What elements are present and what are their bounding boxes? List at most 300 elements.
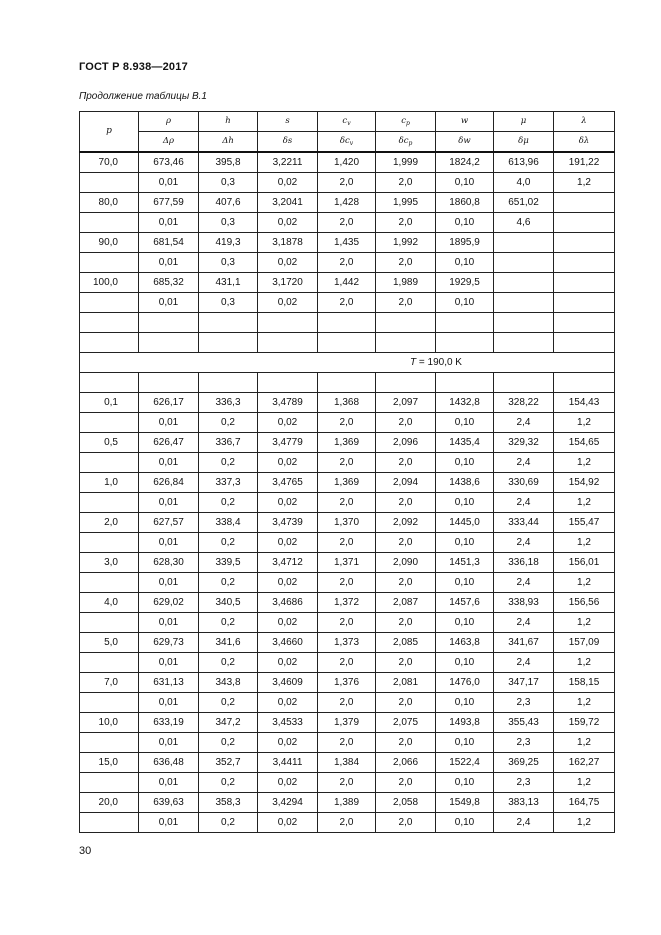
value-cell: 1,368 (318, 393, 376, 413)
pressure-cell: 1,0 (80, 473, 139, 493)
value-cell: 2,096 (376, 433, 436, 453)
empty-row (80, 313, 615, 333)
empty-cell (494, 313, 554, 333)
value-cell: 355,43 (494, 713, 554, 733)
value-cell: 358,3 (199, 793, 258, 813)
uncertainty-cell: 2,0 (318, 813, 376, 833)
uncertainty-cell: 0,02 (258, 773, 318, 793)
value-cell: 1,372 (318, 593, 376, 613)
empty-cell (139, 313, 199, 333)
uncertainty-cell: 0,3 (199, 293, 258, 313)
value-cell: 2,066 (376, 753, 436, 773)
value-cell: 3,4533 (258, 713, 318, 733)
value-cell: 1,428 (318, 193, 376, 213)
value-cell: 1,371 (318, 553, 376, 573)
pressure-cell (80, 453, 139, 473)
uncertainty-row (80, 493, 615, 513)
empty-cell (494, 373, 554, 393)
uncertainty-cell: 0,10 (436, 773, 494, 793)
value-cell: 2,081 (376, 673, 436, 693)
header-uncertainty (376, 132, 436, 153)
uncertainty-cell: 4,6 (494, 213, 554, 233)
uncertainty-cell: 0,01 (139, 573, 199, 593)
header-uncertainty-symbol: Δh (222, 136, 234, 147)
uncertainty-cell: 0,2 (199, 573, 258, 593)
temperature-symbol: T (410, 356, 417, 368)
pressure-cell: 90,0 (80, 233, 139, 253)
uncertainty-cell: 0,02 (258, 653, 318, 673)
value-cell: 3,4686 (258, 593, 318, 613)
uncertainty-cell: 1,2 (554, 413, 615, 433)
uncertainty-row (80, 813, 615, 833)
document-title: ГОСТ Р 8.938—2017 (79, 61, 188, 73)
pressure-cell: 7,0 (80, 673, 139, 693)
uncertainty-cell: 0,02 (258, 533, 318, 553)
uncertainty-cell: 2,0 (376, 213, 436, 233)
value-cell: 1463,8 (436, 633, 494, 653)
value-cell (494, 233, 554, 253)
value-cell (554, 193, 615, 213)
value-cell: 3,2211 (258, 152, 318, 173)
value-cell: 156,56 (554, 593, 615, 613)
value-cell: 156,01 (554, 553, 615, 573)
table-caption: Продолжение таблицы В.1 (79, 91, 207, 102)
table-row (80, 433, 615, 453)
pressure-cell (80, 293, 139, 313)
value-cell: 1435,4 (436, 433, 494, 453)
value-cell: 347,2 (199, 713, 258, 733)
uncertainty-cell: 2,0 (318, 613, 376, 633)
value-cell: 338,93 (494, 593, 554, 613)
pressure-cell (80, 613, 139, 633)
value-cell: 1445,0 (436, 513, 494, 533)
value-cell: 3,1720 (258, 273, 318, 293)
uncertainty-cell: 1,2 (554, 573, 615, 593)
header-symbol (554, 112, 615, 132)
value-cell: 3,4609 (258, 673, 318, 693)
pressure-cell: 15,0 (80, 753, 139, 773)
uncertainty-cell: 2,4 (494, 653, 554, 673)
value-cell: 419,3 (199, 233, 258, 253)
empty-row (80, 333, 615, 353)
uncertainty-cell: 0,02 (258, 813, 318, 833)
uncertainty-cell: 0,3 (199, 173, 258, 193)
uncertainty-cell (554, 213, 615, 233)
table-row (80, 633, 615, 653)
uncertainty-cell: 2,0 (318, 493, 376, 513)
uncertainty-row (80, 293, 615, 313)
empty-cell (376, 333, 436, 353)
uncertainty-cell: 0,2 (199, 493, 258, 513)
header-symbol-symbol: s (285, 116, 290, 127)
value-cell: 2,097 (376, 393, 436, 413)
uncertainty-cell: 2,3 (494, 733, 554, 753)
uncertainty-cell: 0,01 (139, 213, 199, 233)
value-cell: 330,69 (494, 473, 554, 493)
empty-cell (258, 373, 318, 393)
uncertainty-cell: 0,10 (436, 413, 494, 433)
value-cell: 3,1878 (258, 233, 318, 253)
pressure-cell (80, 653, 139, 673)
header-symbol (139, 112, 199, 132)
table-row (80, 152, 615, 173)
uncertainty-cell: 0,2 (199, 453, 258, 473)
empty-cell (436, 313, 494, 333)
data-table (79, 111, 615, 833)
table-row (80, 473, 615, 493)
pressure-cell: 70,0 (80, 152, 139, 173)
pressure-cell: 5,0 (80, 633, 139, 653)
uncertainty-cell: 1,2 (554, 173, 615, 193)
uncertainty-cell: 0,10 (436, 253, 494, 273)
uncertainty-cell: 0,02 (258, 613, 318, 633)
header-symbol (436, 112, 494, 132)
header-uncertainty (139, 132, 199, 153)
table-row (80, 393, 615, 413)
header-symbol-symbol: ρ (166, 116, 171, 127)
uncertainty-cell: 2,0 (376, 773, 436, 793)
empty-cell (199, 333, 258, 353)
uncertainty-cell: 2,0 (318, 693, 376, 713)
table-row (80, 513, 615, 533)
uncertainty-cell: 0,10 (436, 293, 494, 313)
uncertainty-row (80, 453, 615, 473)
value-cell: 1,435 (318, 233, 376, 253)
empty-cell (80, 373, 139, 393)
value-cell: 3,4411 (258, 753, 318, 773)
empty-cell (554, 313, 615, 333)
value-cell: 162,27 (554, 753, 615, 773)
uncertainty-cell: 2,0 (376, 613, 436, 633)
uncertainty-cell: 0,2 (199, 773, 258, 793)
value-cell: 154,65 (554, 433, 615, 453)
uncertainty-cell: 0,10 (436, 493, 494, 513)
uncertainty-cell: 0,10 (436, 213, 494, 233)
pressure-cell: 10,0 (80, 713, 139, 733)
value-cell: 639,63 (139, 793, 199, 813)
value-cell: 159,72 (554, 713, 615, 733)
uncertainty-cell: 2,0 (376, 293, 436, 313)
header-symbol-symbol: c (342, 115, 348, 126)
uncertainty-cell: 0,01 (139, 613, 199, 633)
value-cell: 1457,6 (436, 593, 494, 613)
uncertainty-row (80, 413, 615, 433)
value-cell: 1,989 (376, 273, 436, 293)
table-row (80, 273, 615, 293)
value-cell: 341,67 (494, 633, 554, 653)
pressure-cell (80, 493, 139, 513)
pressure-cell: 0,1 (80, 393, 139, 413)
value-cell: 1438,6 (436, 473, 494, 493)
value-cell: 1432,8 (436, 393, 494, 413)
value-cell: 338,4 (199, 513, 258, 533)
value-cell: 158,15 (554, 673, 615, 693)
value-cell: 347,17 (494, 673, 554, 693)
empty-cell (80, 333, 139, 353)
uncertainty-cell: 0,3 (199, 213, 258, 233)
empty-cell (199, 373, 258, 393)
value-cell: 155,47 (554, 513, 615, 533)
header-symbol-subscript: v (347, 119, 351, 127)
header-symbol (258, 112, 318, 132)
value-cell: 164,75 (554, 793, 615, 813)
value-cell: 1,389 (318, 793, 376, 813)
uncertainty-cell: 0,02 (258, 213, 318, 233)
uncertainty-cell: 0,01 (139, 293, 199, 313)
uncertainty-cell: 2,0 (376, 573, 436, 593)
value-cell: 1,442 (318, 273, 376, 293)
value-cell: 651,02 (494, 193, 554, 213)
uncertainty-cell: 0,01 (139, 493, 199, 513)
pressure-cell (80, 813, 139, 833)
uncertainty-cell: 2,0 (318, 573, 376, 593)
header-uncertainty-symbol: δw (458, 136, 471, 147)
uncertainty-cell: 1,2 (554, 493, 615, 513)
uncertainty-cell: 0,02 (258, 693, 318, 713)
value-cell: 1860,8 (436, 193, 494, 213)
uncertainty-cell: 2,4 (494, 613, 554, 633)
value-cell: 340,5 (199, 593, 258, 613)
pressure-cell (80, 253, 139, 273)
uncertainty-cell: 2,0 (318, 533, 376, 553)
header-uncertainty (258, 132, 318, 153)
value-cell: 343,8 (199, 673, 258, 693)
value-cell (554, 233, 615, 253)
uncertainty-cell: 1,2 (554, 613, 615, 633)
value-cell: 1824,2 (436, 152, 494, 173)
header-symbol-subscript: p (405, 119, 410, 127)
value-cell: 1493,8 (436, 713, 494, 733)
uncertainty-row (80, 213, 615, 233)
header-symbol-symbol: w (460, 116, 469, 127)
empty-cell (318, 313, 376, 333)
uncertainty-cell: 2,0 (376, 453, 436, 473)
uncertainty-cell: 1,2 (554, 733, 615, 753)
uncertainty-cell: 2,0 (318, 213, 376, 233)
header-uncertainty (494, 132, 554, 153)
empty-cell (494, 333, 554, 353)
value-cell: 3,4739 (258, 513, 318, 533)
table-row (80, 713, 615, 733)
value-cell: 628,30 (139, 553, 199, 573)
value-cell: 407,6 (199, 193, 258, 213)
uncertainty-cell: 0,02 (258, 453, 318, 473)
uncertainty-cell: 0,10 (436, 173, 494, 193)
uncertainty-cell: 0,2 (199, 613, 258, 633)
uncertainty-cell: 2,3 (494, 773, 554, 793)
empty-cell (258, 333, 318, 353)
uncertainty-row (80, 173, 615, 193)
uncertainty-cell (554, 293, 615, 313)
uncertainty-cell: 1,2 (554, 773, 615, 793)
pressure-cell (80, 573, 139, 593)
empty-cell (139, 373, 199, 393)
value-cell: 339,5 (199, 553, 258, 573)
pressure-cell (80, 533, 139, 553)
page-number: 30 (79, 845, 92, 857)
uncertainty-cell: 1,2 (554, 653, 615, 673)
value-cell: 2,092 (376, 513, 436, 533)
uncertainty-cell: 2,0 (318, 453, 376, 473)
pressure-cell: 80,0 (80, 193, 139, 213)
uncertainty-cell: 2,0 (376, 653, 436, 673)
uncertainty-row (80, 613, 615, 633)
value-cell: 1476,0 (436, 673, 494, 693)
value-cell: 677,59 (139, 193, 199, 213)
pressure-cell: 4,0 (80, 593, 139, 613)
value-cell: 636,48 (139, 753, 199, 773)
value-cell: 3,4779 (258, 433, 318, 453)
header-uncertainty (318, 132, 376, 153)
uncertainty-cell: 2,0 (376, 413, 436, 433)
uncertainty-cell: 2,0 (376, 733, 436, 753)
uncertainty-cell: 1,2 (554, 693, 615, 713)
table-row (80, 233, 615, 253)
value-cell: 2,090 (376, 553, 436, 573)
header-uncertainty-symbol: δc (339, 135, 350, 146)
uncertainty-cell: 2,0 (318, 253, 376, 273)
value-cell: 3,4765 (258, 473, 318, 493)
value-cell: 685,32 (139, 273, 199, 293)
uncertainty-cell: 0,10 (436, 613, 494, 633)
pressure-cell: 100,0 (80, 273, 139, 293)
header-uncertainty-row (80, 132, 615, 153)
value-cell (494, 273, 554, 293)
value-cell: 1,384 (318, 753, 376, 773)
pressure-cell (80, 693, 139, 713)
value-cell: 2,075 (376, 713, 436, 733)
value-cell: 1522,4 (436, 753, 494, 773)
value-cell: 681,54 (139, 233, 199, 253)
uncertainty-cell: 0,02 (258, 413, 318, 433)
uncertainty-row (80, 653, 615, 673)
value-cell: 1929,5 (436, 273, 494, 293)
uncertainty-cell: 0,10 (436, 813, 494, 833)
header-symbol-symbol: μ (520, 116, 527, 127)
uncertainty-cell: 0,01 (139, 813, 199, 833)
value-cell: 1895,9 (436, 233, 494, 253)
empty-cell (258, 313, 318, 333)
value-cell: 369,25 (494, 753, 554, 773)
empty-cell (376, 373, 436, 393)
uncertainty-cell: 0,01 (139, 253, 199, 273)
value-cell: 337,3 (199, 473, 258, 493)
value-cell: 2,058 (376, 793, 436, 813)
value-cell: 627,57 (139, 513, 199, 533)
value-cell: 2,094 (376, 473, 436, 493)
pressure-cell: 20,0 (80, 793, 139, 813)
uncertainty-cell: 0,01 (139, 653, 199, 673)
uncertainty-cell: 2,0 (318, 173, 376, 193)
uncertainty-cell: 2,0 (318, 653, 376, 673)
uncertainty-cell: 2,0 (318, 293, 376, 313)
header-uncertainty (199, 132, 258, 153)
uncertainty-cell: 1,2 (554, 813, 615, 833)
header-symbol (376, 112, 436, 132)
uncertainty-cell (494, 253, 554, 273)
value-cell: 154,43 (554, 393, 615, 413)
uncertainty-row (80, 573, 615, 593)
uncertainty-cell: 0,10 (436, 653, 494, 673)
header-uncertainty-subscript: p (408, 139, 413, 147)
value-cell: 328,22 (494, 393, 554, 413)
value-cell: 629,73 (139, 633, 199, 653)
uncertainty-cell: 0,02 (258, 253, 318, 273)
uncertainty-cell: 2,0 (376, 533, 436, 553)
uncertainty-cell: 0,01 (139, 533, 199, 553)
value-cell: 431,1 (199, 273, 258, 293)
uncertainty-cell: 0,2 (199, 413, 258, 433)
value-cell: 633,19 (139, 713, 199, 733)
pressure-cell (80, 773, 139, 793)
section-title (80, 353, 615, 373)
uncertainty-cell: 0,10 (436, 453, 494, 473)
value-cell: 626,84 (139, 473, 199, 493)
uncertainty-cell: 0,02 (258, 293, 318, 313)
uncertainty-cell: 2,0 (318, 773, 376, 793)
empty-cell (436, 333, 494, 353)
uncertainty-cell: 0,10 (436, 693, 494, 713)
value-cell: 383,13 (494, 793, 554, 813)
value-cell: 626,17 (139, 393, 199, 413)
pressure-cell (80, 413, 139, 433)
value-cell: 1549,8 (436, 793, 494, 813)
header-p: p (80, 112, 139, 153)
value-cell: 341,6 (199, 633, 258, 653)
uncertainty-cell: 2,0 (376, 173, 436, 193)
value-cell: 626,47 (139, 433, 199, 453)
uncertainty-cell: 0,2 (199, 533, 258, 553)
value-cell: 1,379 (318, 713, 376, 733)
uncertainty-cell: 0,01 (139, 773, 199, 793)
empty-cell (554, 333, 615, 353)
empty-cell (554, 373, 615, 393)
header-uncertainty (554, 132, 615, 153)
uncertainty-row (80, 773, 615, 793)
value-cell: 352,7 (199, 753, 258, 773)
header-uncertainty-symbol: Δρ (162, 136, 175, 147)
pressure-cell: 3,0 (80, 553, 139, 573)
uncertainty-cell: 2,0 (376, 493, 436, 513)
empty-cell (318, 333, 376, 353)
uncertainty-cell: 2,4 (494, 413, 554, 433)
value-cell: 673,46 (139, 152, 199, 173)
table-row (80, 553, 615, 573)
uncertainty-cell: 2,0 (376, 693, 436, 713)
value-cell: 157,09 (554, 633, 615, 653)
header-symbol (318, 112, 376, 132)
uncertainty-cell: 4,0 (494, 173, 554, 193)
pressure-cell: 0,5 (80, 433, 139, 453)
table-body (80, 112, 615, 833)
uncertainty-row (80, 693, 615, 713)
uncertainty-cell: 0,10 (436, 573, 494, 593)
uncertainty-cell: 0,02 (258, 573, 318, 593)
empty-cell (376, 313, 436, 333)
table-row (80, 753, 615, 773)
uncertainty-cell: 0,01 (139, 173, 199, 193)
table-row (80, 793, 615, 813)
uncertainty-cell: 2,0 (318, 413, 376, 433)
value-cell: 3,4660 (258, 633, 318, 653)
header-uncertainty-symbol: δc (398, 135, 409, 146)
uncertainty-row (80, 253, 615, 273)
table-row (80, 673, 615, 693)
value-cell: 613,96 (494, 152, 554, 173)
uncertainty-cell: 0,2 (199, 733, 258, 753)
uncertainty-cell: 1,2 (554, 453, 615, 473)
value-cell: 395,8 (199, 152, 258, 173)
